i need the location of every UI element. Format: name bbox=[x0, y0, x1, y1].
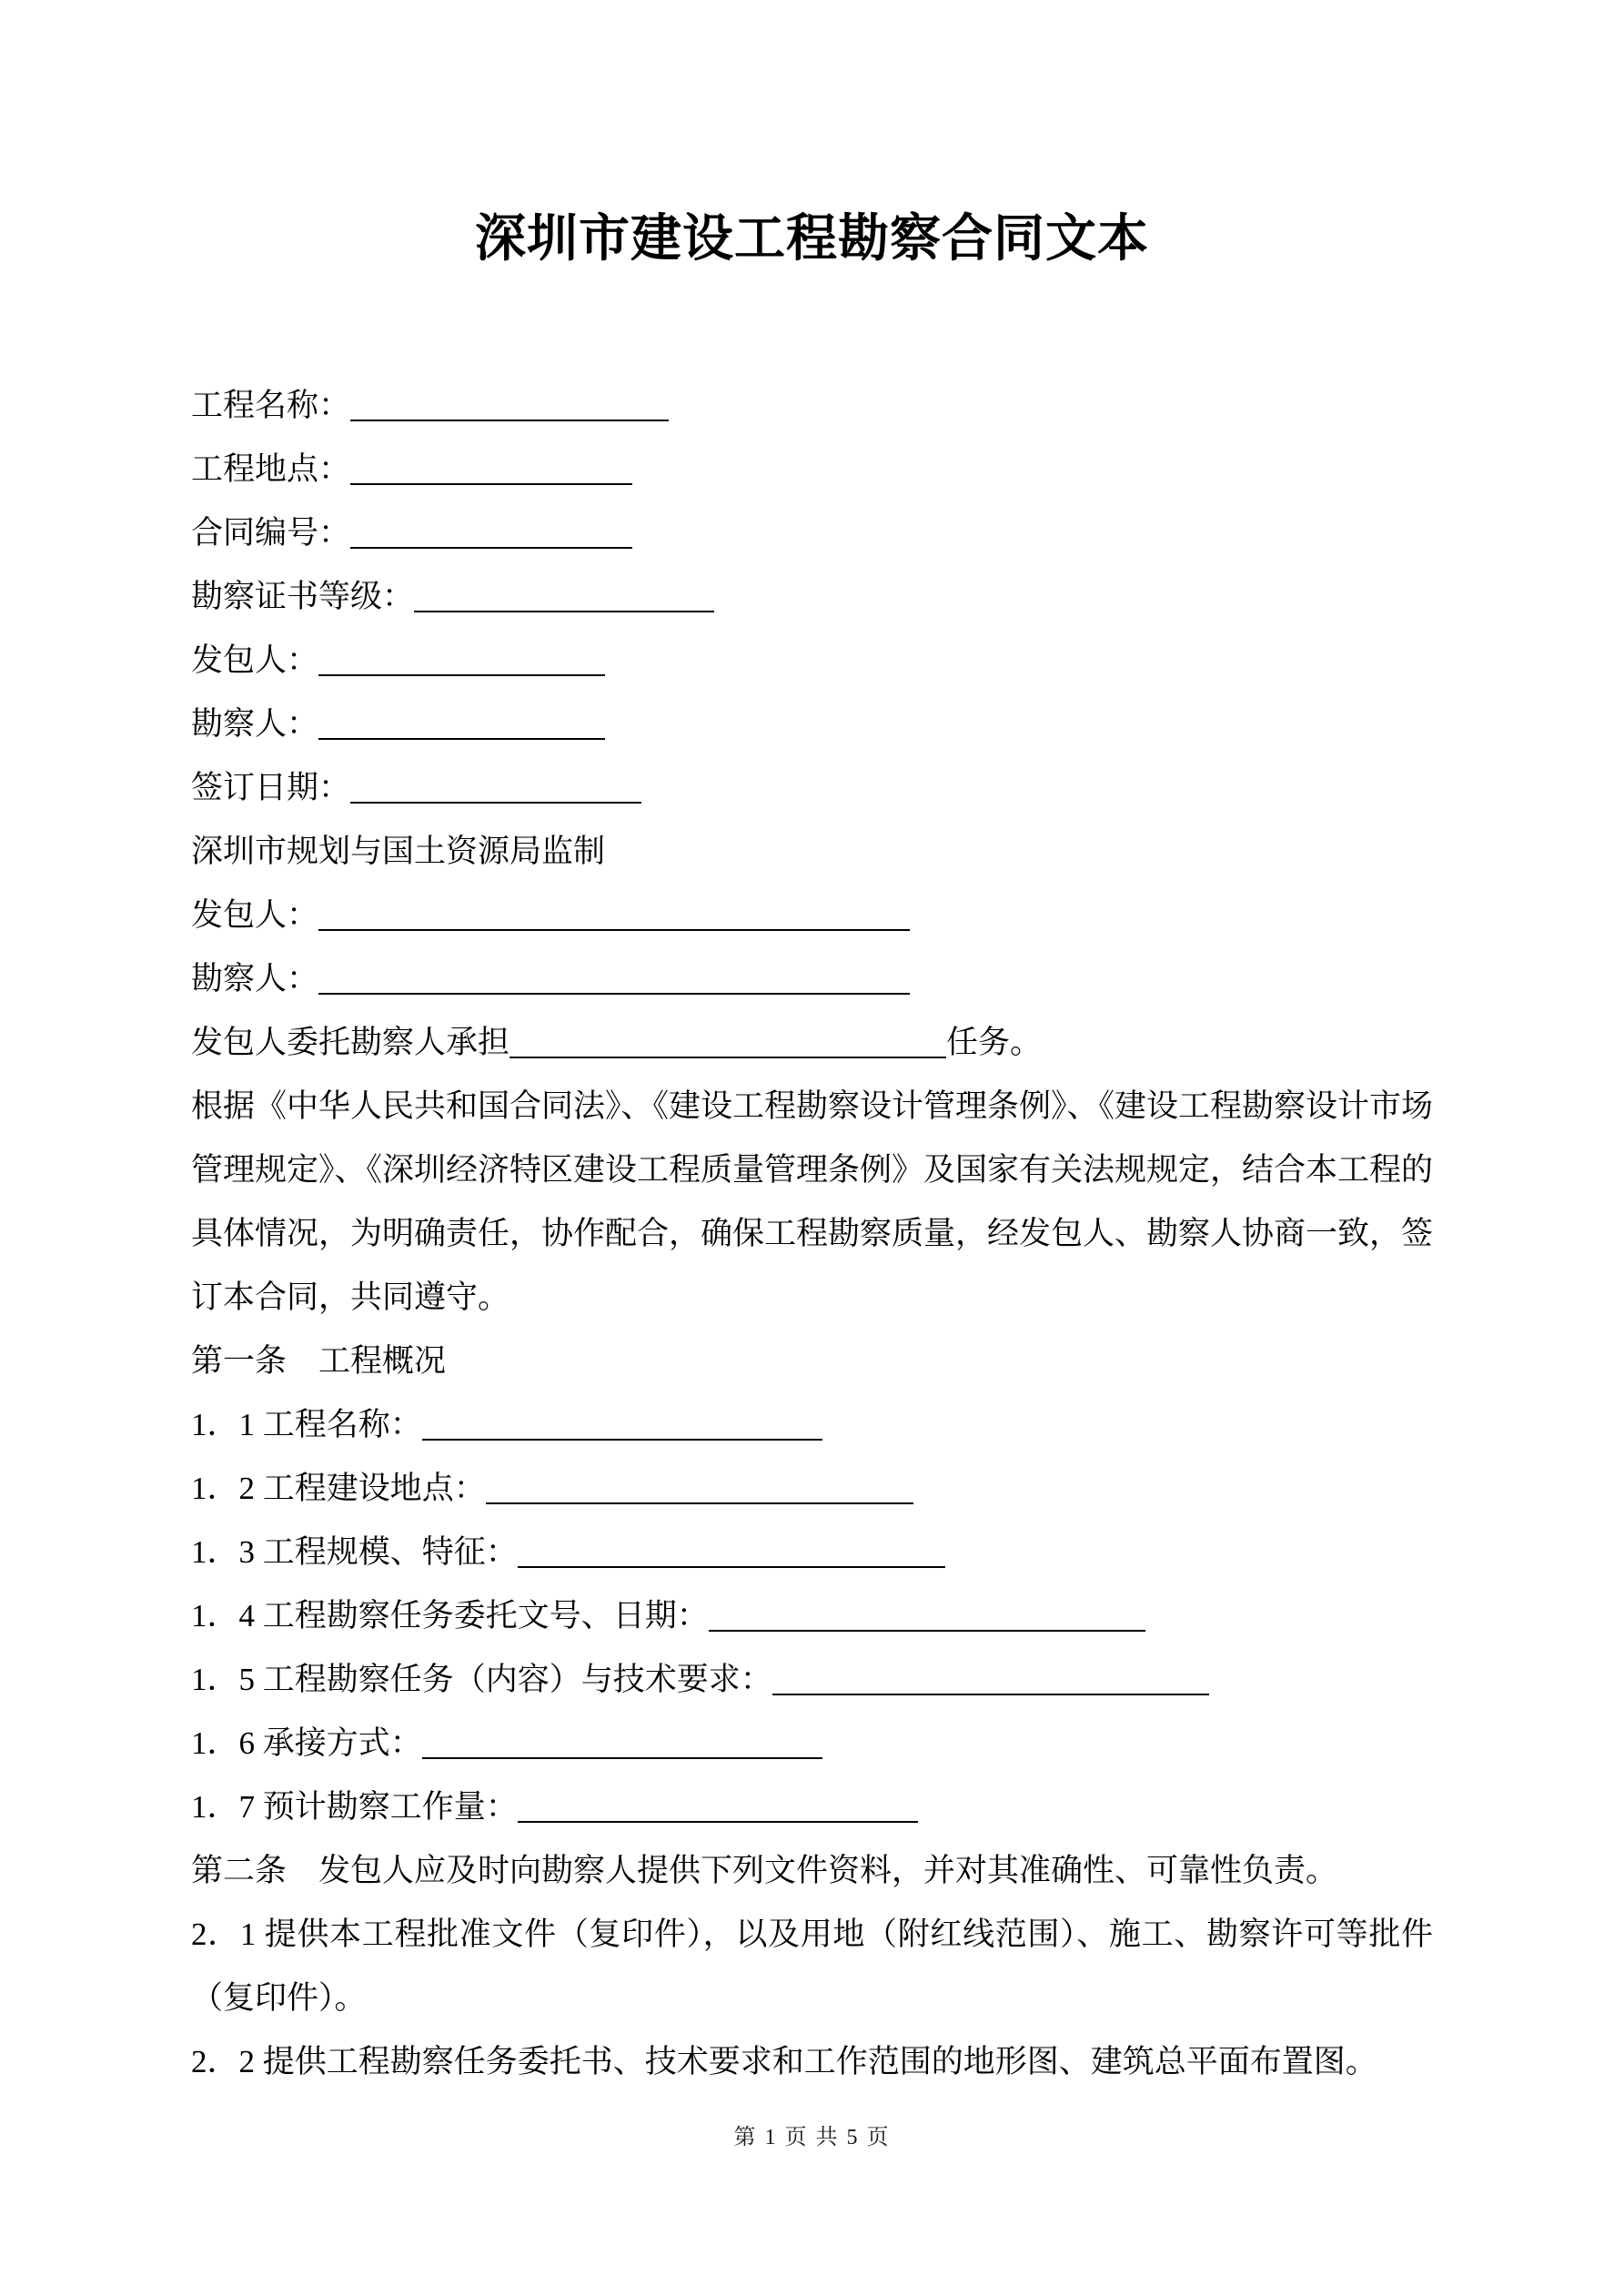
clause-1-7 bbox=[191, 1775, 1433, 1839]
field-label: 工程名称： bbox=[191, 388, 351, 424]
field-row-project-location bbox=[191, 438, 1433, 501]
clause-label: 1．5 工程勘察任务（内容）与技术要求： bbox=[191, 1662, 772, 1698]
field-row-contract-number bbox=[191, 501, 1433, 565]
article2-heading: 第二条 发包人应及时向勘察人提供下列文件资料，并对其准确性、可靠性负责。 bbox=[191, 1853, 1338, 1889]
clause-2-2: 2．2 提供工程勘察任务委托书、技术要求和工作范围的地形图、建筑总平面布置图。 bbox=[191, 2044, 1377, 2080]
page-number-footer: 第 1 页 共 5 页 bbox=[733, 2126, 891, 2149]
field-row-certificate-grade bbox=[191, 565, 1433, 629]
clause-label: 1．7 预计勘察工作量： bbox=[191, 1789, 518, 1826]
fill-in-blank bbox=[414, 603, 714, 612]
clause-2-1: 2．1 提供本工程批准文件（复印件），以及用地（附红线范围）、施工、勘察许可等批件（复印件）。 bbox=[191, 1917, 1433, 2017]
fill-in-blank bbox=[422, 1431, 822, 1441]
fill-in-blank bbox=[318, 667, 605, 676]
clause-label: 1．6 承接方式： bbox=[191, 1725, 422, 1762]
field-label: 发包人： bbox=[191, 897, 319, 934]
clause-1-5 bbox=[191, 1648, 1433, 1712]
field-row-signing-date bbox=[191, 756, 1433, 820]
clause-1-3 bbox=[191, 1521, 1433, 1584]
fill-in-blank bbox=[318, 986, 910, 995]
article1-heading: 第一条 工程概况 bbox=[191, 1343, 447, 1380]
party-row-employer bbox=[191, 884, 1433, 947]
clause-label: 1．2 工程建设地点： bbox=[191, 1471, 486, 1507]
clause-1-4 bbox=[191, 1584, 1433, 1648]
fill-in-blank bbox=[486, 1495, 913, 1504]
supervision-line: 深圳市规划与国土资源局监制 bbox=[191, 834, 606, 870]
field-label: 合同编号： bbox=[191, 515, 351, 551]
fill-in-blank bbox=[709, 1623, 1145, 1632]
field-label: 工程地点： bbox=[191, 451, 351, 488]
field-label: 勘察人： bbox=[191, 706, 319, 743]
field-label: 勘察人： bbox=[191, 961, 319, 997]
clause-1-6 bbox=[191, 1712, 1433, 1775]
field-row-surveyor bbox=[191, 693, 1433, 756]
clause-1-1 bbox=[191, 1393, 1433, 1457]
field-row-employer bbox=[191, 629, 1433, 693]
fill-in-blank bbox=[350, 476, 632, 485]
fill-in-blank bbox=[318, 922, 910, 931]
document-body bbox=[0, 270, 1624, 2094]
fill-in-blank bbox=[350, 540, 632, 549]
party-row-surveyor bbox=[191, 947, 1433, 1011]
clause-label: 1．1 工程名称： bbox=[191, 1407, 422, 1443]
fill-in-blank bbox=[518, 1559, 945, 1568]
clause-1-2 bbox=[191, 1457, 1433, 1521]
field-row-project-name bbox=[191, 374, 1433, 438]
fill-in-blank bbox=[350, 794, 641, 804]
preamble-paragraph: 根据《中华人民共和国合同法》、《建设工程勘察设计管理条例》、《建设工程勘察设计市场管理规定》、《深圳经济特区建设工程质量管理条例》及国家有关法规规定，结合本工程的具体情况，为明确责任，协作配合，确保工程勘察质量，经发包人、勘察人协商一致，签订本合同，共同遵守。 bbox=[191, 1088, 1434, 1316]
clause-label: 1．4 工程勘察任务委托文号、日期： bbox=[191, 1598, 709, 1634]
clause-label: 1．3 工程规模、特征： bbox=[191, 1534, 518, 1571]
document-title: 深圳市建设工程勘察合同文本 bbox=[475, 211, 1149, 268]
entrust-prefix: 发包人委托勘察人承担 bbox=[191, 1025, 510, 1061]
fill-in-blank bbox=[518, 1814, 918, 1823]
fill-in-blank bbox=[422, 1750, 822, 1759]
fill-in-blank bbox=[350, 412, 669, 421]
field-label: 发包人： bbox=[191, 642, 319, 679]
fill-in-blank bbox=[318, 731, 605, 740]
entrust-suffix: 任务。 bbox=[946, 1025, 1043, 1061]
field-label: 签订日期： bbox=[191, 770, 351, 806]
field-label: 勘察证书等级： bbox=[191, 579, 415, 615]
fill-in-blank bbox=[772, 1686, 1209, 1695]
entrust-line bbox=[191, 1011, 1433, 1075]
fill-in-blank bbox=[509, 1049, 946, 1058]
